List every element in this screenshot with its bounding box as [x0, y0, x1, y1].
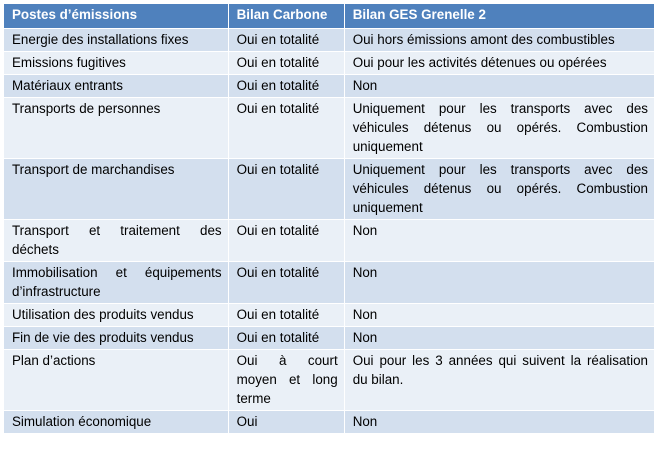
cell-poste: Transports de personnes [4, 98, 229, 159]
cell-bilan-carbone: Oui en totalité [228, 98, 344, 159]
table-header-row [4, 4, 655, 29]
cell-bilan-carbone: Oui en totalité [228, 52, 344, 75]
cell-poste: Immobilisation et équipements d’infrastructure [4, 262, 229, 304]
cell-bilan-ges: Oui pour les 3 années qui suivent la réalisation du bilan. [344, 350, 654, 411]
cell-poste: Energie des installations fixes [4, 29, 229, 52]
cell-bilan-carbone: Oui en totalité [228, 75, 344, 98]
cell-bilan-ges: Non [344, 411, 654, 434]
table-row [4, 75, 655, 98]
cell-bilan-carbone: Oui en totalité [228, 29, 344, 52]
cell-poste: Transport de marchandises [4, 159, 229, 220]
table-row [4, 52, 655, 75]
table-row [4, 411, 655, 434]
table-row [4, 304, 655, 327]
cell-bilan-carbone: Oui [228, 411, 344, 434]
cell-bilan-ges: Oui pour les activités détenues ou opérées [344, 52, 654, 75]
cell-bilan-carbone: Oui en totalité [228, 159, 344, 220]
table-row [4, 220, 655, 262]
table-row [4, 262, 655, 304]
table-row [4, 350, 655, 411]
header-bilan-carbone: Bilan Carbone [228, 4, 344, 29]
table-row [4, 159, 655, 220]
table-row [4, 29, 655, 52]
table-row [4, 98, 655, 159]
cell-poste: Transport et traitement des déchets [4, 220, 229, 262]
cell-poste: Simulation économique [4, 411, 229, 434]
cell-bilan-carbone: Oui en totalité [228, 220, 344, 262]
cell-bilan-carbone: Oui en totalité [228, 262, 344, 304]
cell-bilan-carbone: Oui à court moyen et long terme [228, 350, 344, 411]
cell-bilan-carbone: Oui en totalité [228, 304, 344, 327]
cell-bilan-ges: Non [344, 262, 654, 304]
cell-poste: Utilisation des produits vendus [4, 304, 229, 327]
table-row [4, 327, 655, 350]
comparison-table [3, 3, 655, 434]
cell-bilan-ges: Uniquement pour les transports avec des véhicules détenus ou opérés. Combustion uniquement [344, 159, 654, 220]
cell-poste: Fin de vie des produits vendus [4, 327, 229, 350]
cell-bilan-ges: Non [344, 75, 654, 98]
cell-poste: Matériaux entrants [4, 75, 229, 98]
cell-bilan-ges: Uniquement pour les transports avec des véhicules détenus ou opérés. Combustion uniquement [344, 98, 654, 159]
cell-bilan-ges: Non [344, 304, 654, 327]
cell-bilan-ges: Non [344, 220, 654, 262]
cell-bilan-ges: Non [344, 327, 654, 350]
cell-bilan-carbone: Oui en totalité [228, 327, 344, 350]
header-postes: Postes d’émissions [4, 4, 229, 29]
cell-bilan-ges: Oui hors émissions amont des combustibles [344, 29, 654, 52]
header-bilan-ges: Bilan GES Grenelle 2 [344, 4, 654, 29]
cell-poste: Plan d’actions [4, 350, 229, 411]
cell-poste: Emissions fugitives [4, 52, 229, 75]
